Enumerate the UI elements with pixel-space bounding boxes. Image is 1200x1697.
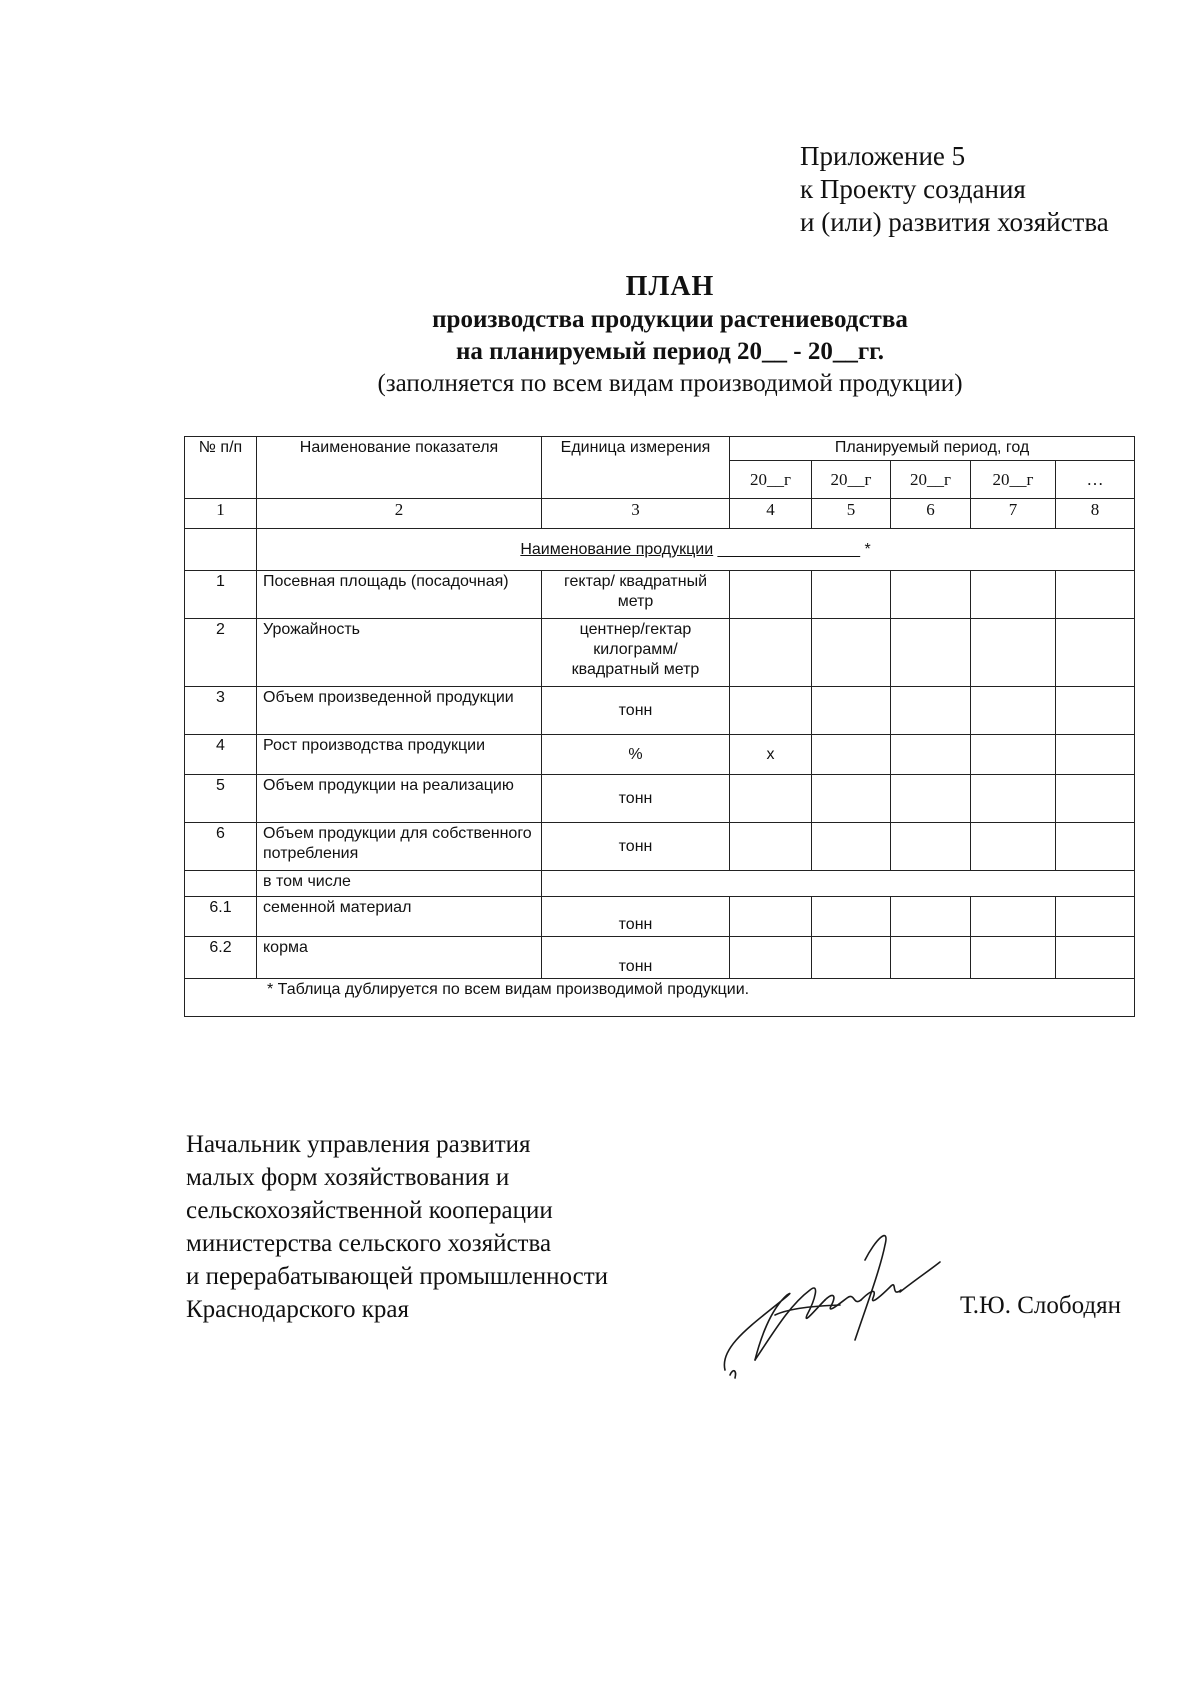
appendix-note xyxy=(800,140,1109,239)
table-row: 6.1 семенной материал тонн xyxy=(185,897,1135,937)
handwritten-signature xyxy=(715,1220,945,1380)
header-num: № п/п xyxy=(185,437,257,499)
signer-line-3: сельскохозяйственной кооперации xyxy=(186,1197,553,1224)
table-row: 3 Объем произведенной продукции тонн xyxy=(185,687,1135,735)
signer-line-5: и перерабатывающей промышленности xyxy=(186,1263,609,1290)
document-title xyxy=(0,270,1200,400)
title-subtitle-2: на планируемый период 20__ - 20__гг. xyxy=(456,338,884,365)
col-num-8: 8 xyxy=(1056,499,1135,529)
signer-name: Т.Ю. Слободян xyxy=(960,1292,1121,1319)
appendix-line-1: Приложение 5 xyxy=(800,141,966,171)
header-year-more: … xyxy=(1056,461,1135,499)
header-year-2: 20__г xyxy=(812,461,891,499)
table-row: 1 Посевная площадь (посадочная) гектар/ квадратный метр xyxy=(185,571,1135,619)
title-subtitle-1: производства продукции растениеводства xyxy=(432,306,908,333)
header-period: Планируемый период, год xyxy=(730,437,1135,461)
including-label: в том числе xyxy=(257,871,542,897)
col-num-1: 1 xyxy=(185,499,257,529)
product-label: Наименование продукции xyxy=(520,540,714,558)
table-row: 6 Объем продукции для собственного потребления тонн xyxy=(185,823,1135,871)
table-row xyxy=(185,871,1135,897)
title-main: ПЛАН xyxy=(625,271,715,302)
signer-line-2: малых форм хозяйствования и xyxy=(186,1164,510,1191)
signer-position xyxy=(186,1128,608,1326)
table-row: 5 Объем продукции на реализацию тонн xyxy=(185,775,1135,823)
header-unit: Единица измерения xyxy=(542,437,730,499)
col-num-6: 6 xyxy=(891,499,971,529)
col-num-2: 2 xyxy=(257,499,542,529)
table-row: 4 Рост производства продукции % х xyxy=(185,735,1135,775)
col-num-5: 5 xyxy=(812,499,891,529)
signer-line-1: Начальник управления развития xyxy=(186,1131,531,1158)
product-name-row xyxy=(257,529,1135,571)
signer-line-4: министерства сельского хозяйства xyxy=(186,1230,552,1257)
col-num-4: 4 xyxy=(730,499,812,529)
header-year-1: 20__г xyxy=(730,461,812,499)
col-num-7: 7 xyxy=(971,499,1056,529)
header-year-3: 20__г xyxy=(891,461,971,499)
col-num-3: 3 xyxy=(542,499,730,529)
appendix-line-2: к Проекту создания xyxy=(800,174,1026,204)
header-year-4: 20__г xyxy=(971,461,1056,499)
product-asterisk: * xyxy=(864,540,871,558)
table-row: 2 Урожайность центнер/гектар килограмм/ квадратный метр xyxy=(185,619,1135,687)
title-note: (заполняется по всем видам производимой продукции) xyxy=(377,370,963,397)
product-blank: ________________ xyxy=(717,540,860,558)
plan-table xyxy=(184,436,1135,1017)
header-name: Наименование показателя xyxy=(257,437,542,499)
appendix-line-3: и (или) развития хозяйства xyxy=(800,207,1109,237)
table-footnote: * Таблица дублируется по всем видам производимой продукции. xyxy=(185,979,1135,1017)
table-row: 6.2 корма тонн xyxy=(185,937,1135,979)
signer-line-6: Краснодарского края xyxy=(186,1296,409,1323)
column-number-row xyxy=(185,499,1135,529)
